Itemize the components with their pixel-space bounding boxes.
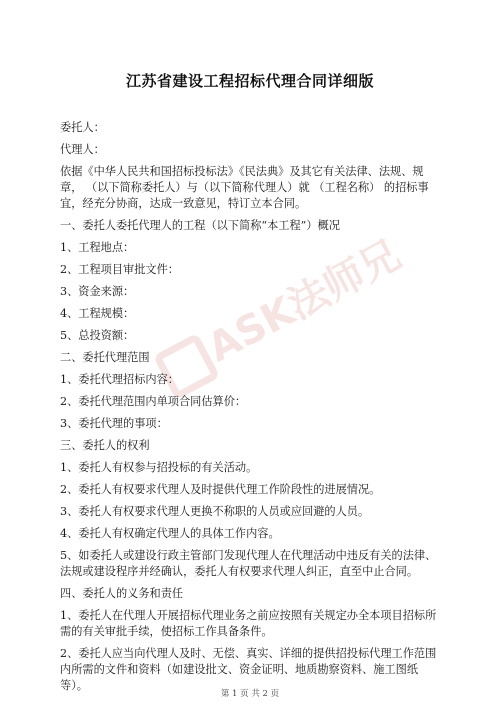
list-item: 4、工程规模： (60, 307, 135, 320)
list-item: 2、委托人有权要求代理人及时提供代理工作阶段性的进展情况。 (60, 483, 381, 496)
list-item: 3、委托代理的事项： (60, 417, 168, 430)
list-item: 4、委托人有权确定代理人的具体工作内容。 (60, 527, 280, 540)
list-item: 1、工程地点： (60, 241, 135, 254)
list-item: 1、委托人有权参与招投标的有关活动。 (60, 461, 258, 474)
list-item: 3、资金来源： (60, 285, 135, 298)
page-footer: 第 1 页 共 2 页 (220, 689, 280, 699)
section-heading-4: 四、委托人的义务和责任 (60, 587, 184, 600)
paragraph-agent: 代理人： (60, 143, 105, 156)
list-item: 2、委托代理范围内单项合同估算价： (60, 395, 247, 408)
watermark-text: ASK法师兄 (200, 231, 409, 372)
list-item: 2、委托人应当向代理人及时、无偿、真实、详细的提供招投标代理工作范围内所需的文件和资料（如建设批文、资金证明、地质勘察资料、施工图纸等）。 (60, 647, 437, 692)
paragraph-entrusting-party: 委托人： (60, 121, 105, 134)
list-item: 3、委托人有权要求代理人更换不称职的人员或应回避的人员。 (60, 505, 370, 518)
list-item: 5、总投资额： (60, 329, 135, 342)
section-heading-1: 一、委托人委托代理人的工程（以下简称“本工程”）概况 (60, 219, 340, 232)
list-item: 1、委托人在代理人开展招标代理业务之前应按照有关规定办全本项目招标所需的有关审批手续，使招标工作具备条件。 (60, 609, 437, 638)
document-title: 江苏省建设工程招标代理合同详细版 (125, 72, 374, 90)
list-item: 1、委托代理招标内容： (60, 373, 179, 386)
list-item: 5、如委托人或建设行政主管部门发现代理人在代理活动中违反有关的法律、法规或建设程序并经确认，委托人有权要求代理人纠正，直至中止合同。 (60, 549, 437, 578)
section-heading-2: 二、委托代理范围 (60, 351, 150, 364)
list-item: 2、工程项目审批文件： (60, 263, 179, 276)
section-heading-3: 三、委托人的权利 (60, 439, 150, 452)
document-body (60, 120, 440, 700)
paragraph-preamble: 依据《中华人民共和国招标投标法》《民法典》及其它有关法律、法规、规章， （以下简称委托人）与（以下简称代理人）就 （工程名称） 的招标事宜，经充分协商，达成一致意见，特订立本合同。 (60, 165, 429, 210)
